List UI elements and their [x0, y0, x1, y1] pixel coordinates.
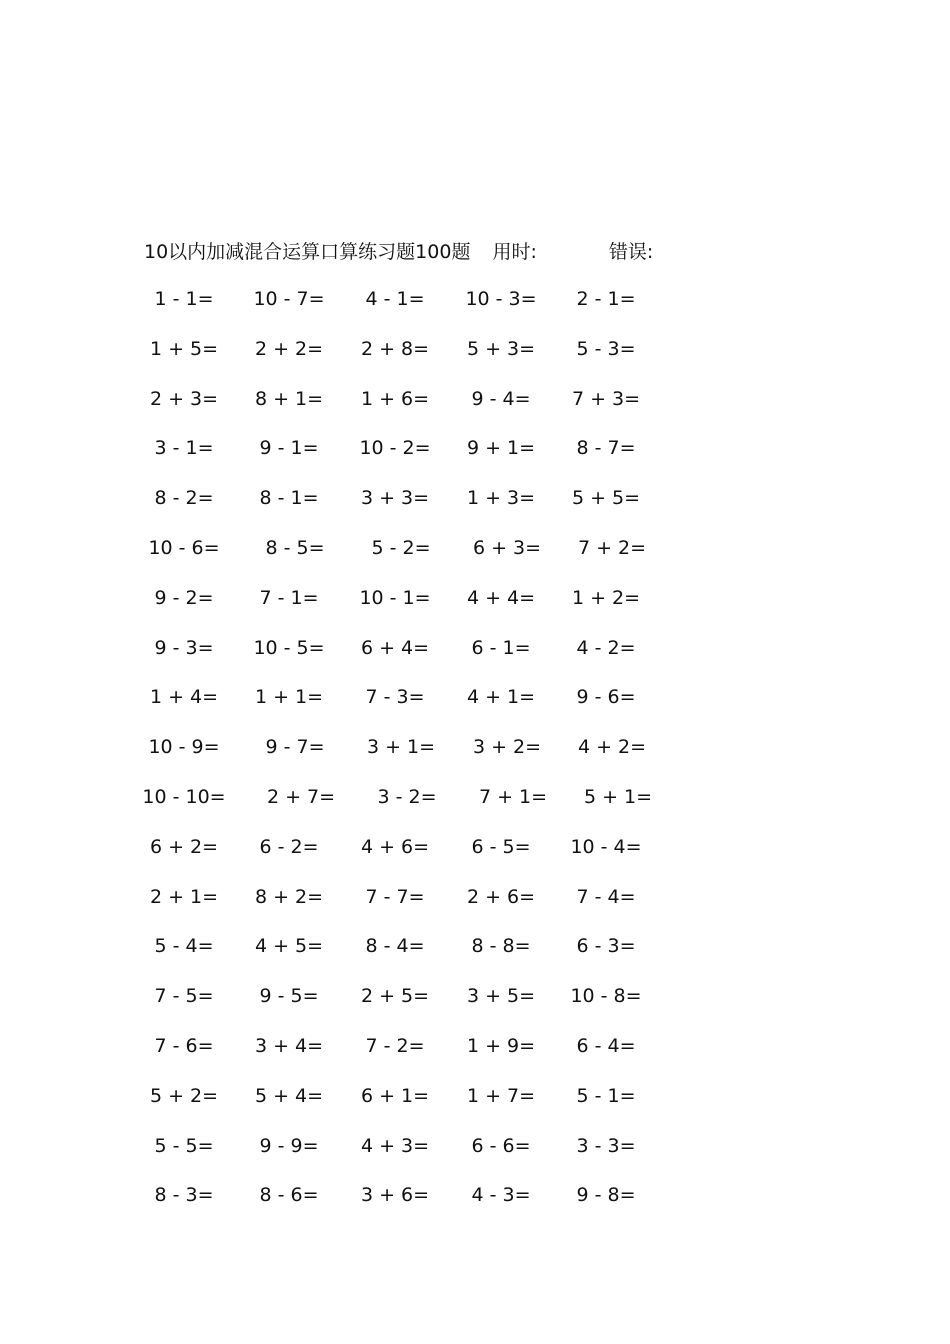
problem-row	[0, 732, 950, 762]
math-problem: 6 - 3=	[576, 935, 636, 958]
math-problem: 9 - 2=	[154, 586, 214, 609]
math-problem: 9 - 9=	[259, 1134, 319, 1157]
math-problem: 5 - 5=	[154, 1134, 214, 1157]
problem-row	[0, 981, 950, 1011]
math-problem: 7 - 7=	[365, 885, 425, 908]
problem-row	[0, 882, 950, 912]
problem-row	[0, 334, 950, 364]
math-problem: 10 - 9=	[148, 736, 220, 759]
math-problem: 9 - 6=	[576, 686, 636, 709]
math-problem: 7 - 3=	[365, 686, 425, 709]
math-problem: 1 + 5=	[149, 337, 219, 360]
math-problem: 6 + 3=	[472, 537, 542, 559]
math-problem: 8 - 1=	[259, 487, 319, 510]
math-problem: 2 + 5=	[360, 985, 430, 1008]
math-problem: 6 + 4=	[360, 636, 430, 659]
math-problem: 6 - 1=	[471, 636, 531, 659]
math-problem: 1 + 9=	[466, 1035, 536, 1057]
math-problem: 2 + 8=	[360, 337, 430, 360]
math-problem: 9 + 1=	[466, 437, 536, 460]
math-problem: 10 - 8=	[570, 985, 642, 1008]
math-problem: 3 - 1=	[154, 437, 214, 460]
problem-row	[0, 284, 950, 314]
problem-row	[0, 1081, 950, 1111]
problem-row	[0, 433, 950, 463]
math-problem: 5 + 4=	[254, 1084, 324, 1107]
math-problem: 8 - 2=	[154, 487, 214, 510]
math-problem: 9 - 8=	[576, 1184, 636, 1207]
math-problem: 1 + 6=	[360, 387, 430, 410]
math-problem: 5 - 1=	[576, 1084, 636, 1107]
problem-row	[0, 633, 950, 663]
math-problem: 7 + 3=	[571, 387, 641, 410]
math-problem: 6 - 4=	[576, 1035, 636, 1057]
math-problem: 3 + 6=	[360, 1184, 430, 1207]
math-problem: 7 - 5=	[154, 985, 214, 1008]
math-problem: 4 + 5=	[254, 935, 324, 958]
math-problem: 8 - 7=	[576, 437, 636, 460]
math-problem: 4 + 2=	[577, 736, 647, 759]
math-problem: 9 - 1=	[259, 437, 319, 460]
math-problem: 1 + 3=	[466, 487, 536, 510]
math-problem: 10 - 2=	[359, 437, 431, 460]
math-problem: 5 + 3=	[466, 337, 536, 360]
math-problem: 5 - 3=	[576, 337, 636, 360]
math-problem: 9 - 7=	[265, 736, 325, 759]
problem-row	[0, 583, 950, 613]
math-problem: 5 + 1=	[583, 786, 653, 808]
math-problem: 10 - 6=	[148, 537, 220, 559]
math-problem: 1 + 7=	[466, 1084, 536, 1107]
math-problem: 4 + 4=	[466, 586, 536, 609]
math-problem: 8 - 8=	[471, 935, 531, 958]
problem-row	[0, 682, 950, 712]
math-problem: 3 - 3=	[576, 1134, 636, 1157]
math-problem: 7 - 1=	[259, 586, 319, 609]
math-problem: 7 + 1=	[478, 786, 548, 808]
math-problem: 4 + 6=	[360, 835, 430, 858]
math-problem: 6 + 2=	[149, 835, 219, 858]
math-problem: 8 - 4=	[365, 935, 425, 958]
math-problem: 2 - 1=	[576, 288, 636, 310]
math-problem: 4 - 2=	[576, 636, 636, 659]
math-problem: 6 - 5=	[471, 835, 531, 858]
math-problem: 2 + 3=	[149, 387, 219, 410]
math-problem: 4 - 3=	[471, 1184, 531, 1207]
problem-row	[0, 832, 950, 862]
worksheet-title: 10以内加减混合运算口算练习题100题	[144, 240, 471, 263]
math-problem: 6 - 2=	[259, 835, 319, 858]
math-problem: 9 - 5=	[259, 985, 319, 1008]
math-problem: 2 + 2=	[254, 337, 324, 360]
problem-row	[0, 1131, 950, 1161]
math-problem: 2 + 6=	[466, 885, 536, 908]
math-problem: 10 - 10=	[142, 786, 226, 808]
math-problem: 3 + 2=	[472, 736, 542, 759]
math-problem: 9 - 3=	[154, 636, 214, 659]
math-problem: 3 - 2=	[377, 786, 437, 808]
math-problem: 2 + 7=	[266, 786, 336, 808]
math-problem: 3 + 5=	[466, 985, 536, 1008]
math-problem: 3 + 1=	[366, 736, 436, 759]
problem-row	[0, 1031, 950, 1061]
math-problem: 4 + 3=	[360, 1134, 430, 1157]
math-problem: 4 + 1=	[466, 686, 536, 709]
math-problem: 10 - 1=	[359, 586, 431, 609]
math-problem: 6 + 1=	[360, 1084, 430, 1107]
math-problem: 1 - 1=	[154, 288, 214, 310]
math-problem: 7 - 6=	[154, 1035, 214, 1057]
time-used-label: 用时:	[492, 240, 537, 263]
problem-row	[0, 483, 950, 513]
math-problem: 8 + 2=	[254, 885, 324, 908]
math-problem: 7 - 4=	[576, 885, 636, 908]
math-problem: 3 + 3=	[360, 487, 430, 510]
math-problem: 8 - 5=	[265, 537, 325, 559]
problem-row	[0, 782, 950, 812]
math-problem: 8 - 6=	[259, 1184, 319, 1207]
problem-row	[0, 533, 950, 563]
math-problem: 3 + 4=	[254, 1035, 324, 1057]
errors-label: 错误:	[608, 240, 654, 263]
math-problem: 5 - 4=	[154, 935, 214, 958]
problem-row	[0, 931, 950, 961]
math-problem: 10 - 5=	[253, 636, 325, 659]
math-problem: 5 + 5=	[571, 487, 641, 510]
math-problem: 7 + 2=	[577, 537, 647, 559]
math-problem: 9 - 4=	[471, 387, 531, 410]
math-problem: 5 + 2=	[149, 1084, 219, 1107]
math-problem: 10 - 7=	[253, 288, 325, 310]
math-problem: 1 + 2=	[571, 586, 641, 609]
math-problem: 8 + 1=	[254, 387, 324, 410]
math-problem: 10 - 4=	[570, 835, 642, 858]
math-problem: 5 - 2=	[371, 537, 431, 559]
problem-row	[0, 1180, 950, 1210]
math-problem: 2 + 1=	[149, 885, 219, 908]
problem-row	[0, 384, 950, 414]
math-problem: 7 - 2=	[365, 1035, 425, 1057]
math-problem: 1 + 1=	[254, 686, 324, 709]
math-problem: 8 - 3=	[154, 1184, 214, 1207]
math-problem: 6 - 6=	[471, 1134, 531, 1157]
math-problem: 1 + 4=	[149, 686, 219, 709]
math-problem: 10 - 3=	[465, 288, 537, 310]
math-problem: 4 - 1=	[365, 288, 425, 310]
